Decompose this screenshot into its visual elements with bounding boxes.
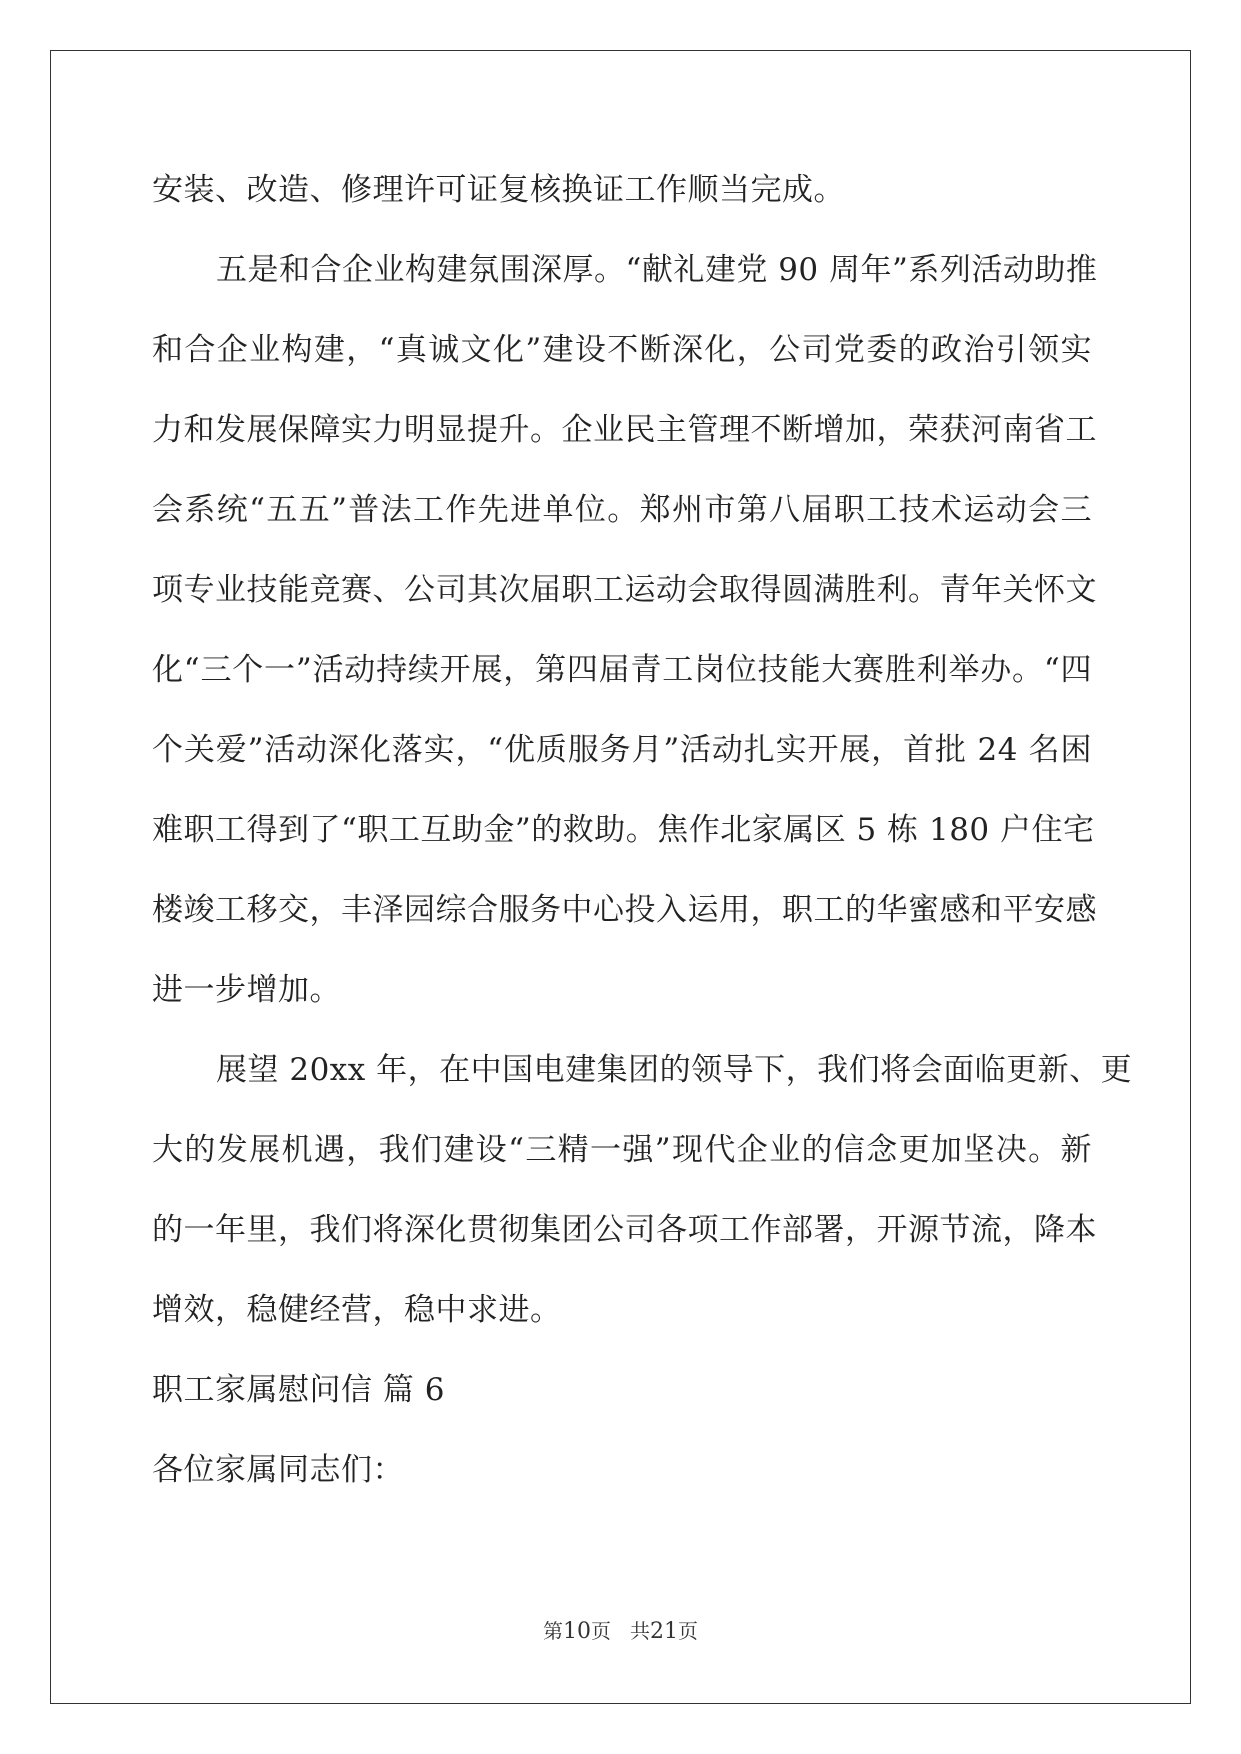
paragraph-line: 会系统“五五”普法工作先进单位。郑州市第八届职工技术运动会三 [152,492,1092,528]
paragraph-line: 项专业技能竞赛、公司其次届职工运动会取得圆满胜利。青年关怀文 [152,572,1097,608]
paragraph-line: 安装、改造、修理许可证复核换证工作顺当完成。 [152,172,845,208]
paragraph-line: 增效，稳健经营，稳中求进。 [152,1292,562,1328]
paragraph-line: 难职工得到了“职工互助金”的救助。焦作北家属区 5 栋 180 户住宅 [152,812,1095,848]
footer-prefix: 第 [542,1619,563,1643]
paragraph-line: 化“三个一”活动持续开展，第四届青工岗位技能大赛胜利举办。“四 [152,652,1092,688]
paragraph-line: 楼竣工移交，丰泽园综合服务中心投入运用，职工的华蜜感和平安感 [152,892,1097,928]
total-page-number: 21 [650,1619,679,1644]
paragraph-line: 的一年里，我们将深化贯彻集团公司各项工作部署，开源节流，降本 [152,1212,1097,1248]
paragraph-line: 大的发展机遇，我们建设“三精一强”现代企业的信念更加坚决。新 [152,1132,1092,1168]
section-heading: 职工家属慰问信 篇 6 [152,1372,445,1408]
footer-suffix: 页 [678,1619,699,1643]
paragraph-line: 进一步增加。 [152,972,341,1008]
current-page-number: 10 [562,1619,591,1644]
paragraph-line: 个关爱”活动深化落实，“优质服务月”活动扎实开展，首批 24 名困 [152,732,1092,768]
page-footer [0,1615,1241,1644]
paragraph-line: 和合企业构建，“真诚文化”建设不断深化，公司党委的政治引领实 [152,332,1092,368]
document-body [152,150,1133,1510]
footer-middle: 页 共 [590,1619,651,1643]
paragraph-line: 力和发展保障实力明显提升。企业民主管理不断增加，荣获河南省工 [152,412,1097,448]
salutation: 各位家属同志们： [152,1452,404,1488]
paragraph-line: 五是和合企业构建氛围深厚。“献礼建党 90 周年”系列活动助推 [216,252,1098,288]
paragraph-line: 展望 20xx 年，在中国电建集团的领导下，我们将会面临更新、更 [216,1052,1133,1088]
